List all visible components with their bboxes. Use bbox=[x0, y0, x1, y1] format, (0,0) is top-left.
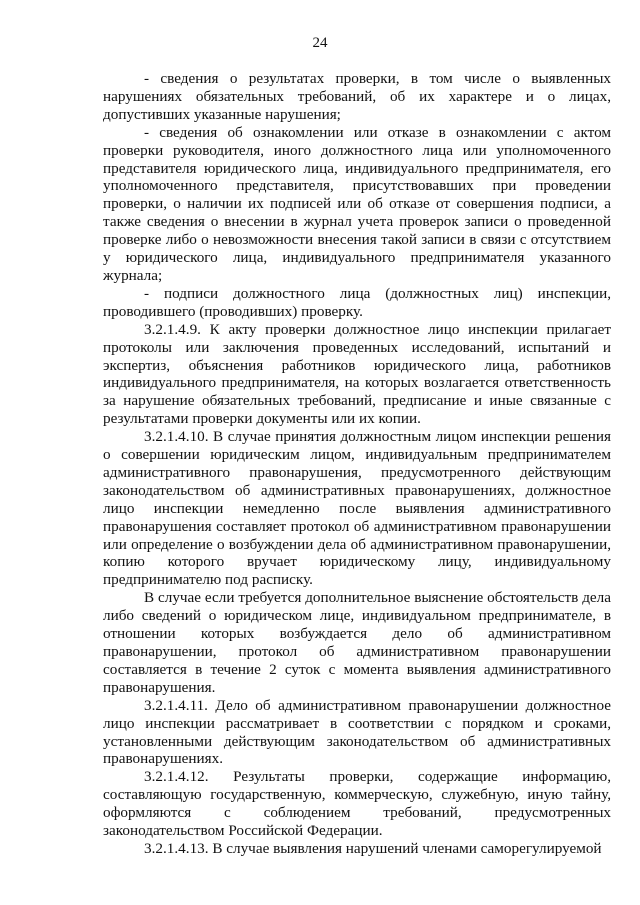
paragraph-3-2-1-4-10: 3.2.1.4.10. В случае принятия должностным лицом инспекции решения о совершении юридическим лицом, индивидуальным предпринимателем административного правонарушения, предусмотренного действующим законодательством об административных правонарушениях, должностное лицо инспекции немедленно после выявления административного правонарушения составляет протокол об административном правонарушении или определение о возбуждении дела об административном правонарушении, копию которого вручает юридическому лицу, индивидуальному предпринимателю под расписку. bbox=[103, 428, 611, 589]
list-item-acquaintance-info: - сведения об ознакомлении или отказе в ознакомлении с актом проверки руководителя, иного должностного лица или уполномоченного представителя юридического лица, индивидуального предпринимателя, его уполномоченного представителя, присутствовавших при проведении проверки, о наличии их подписей или об отказе от совершения подписи, а также сведения о внесении в журнал учета проверок записи о проведенной проверке либо о невозможности внесения такой записи в связи с отсутствием у юридического лица, индивидуального предпринимателя указанного журнала; bbox=[103, 123, 611, 284]
paragraph-3-2-1-4-13: 3.2.1.4.13. В случае выявления нарушений членами саморегулируемой bbox=[144, 839, 602, 857]
page-number: 24 bbox=[312, 35, 328, 51]
document-body bbox=[103, 70, 611, 858]
list-item-inspection-results: - сведения о результатах проверки, в том числе о выявленных нарушениях обязательных требований, об их характере и о лицах, допустивших указанные нарушения; bbox=[103, 70, 611, 123]
paragraph-3-2-1-4-9: 3.2.1.4.9. К акту проверки должностное лицо инспекции прилагает протоколы или заключения проведенных исследований, испытаний и экспертиз, объяснения работников юридического лица, работников индивидуального предпринимателя, на которых возлагается ответственность за нарушение обязательных требований, предписание и иные связанные с результатами проверки документы или их копии. bbox=[103, 320, 611, 428]
paragraph-additional-clarification: В случае если требуется дополнительное выяснение обстоятельств дела либо сведений о юридическом лице, индивидуальном предпринимателе, в отношении которых возбуждается дело об административном правонарушении, протокол об административном правонарушении составляется в течение 2 суток с момента выявления административного правонарушения. bbox=[103, 589, 611, 696]
paragraph-3-2-1-4-12: 3.2.1.4.12. Результаты проверки, содержащие информацию, составляющую государственную, коммерческую, служебную, иную тайну, оформляются с соблюдением требований, предусмотренных законодательством Российской Федерации. bbox=[103, 768, 611, 840]
paragraph-3-2-1-4-11: 3.2.1.4.11. Дело об административном правонарушении должностное лицо инспекции рассматривает в соответствии с порядком и сроками, установленными действующим законодательством об административных правонарушениях. bbox=[103, 696, 611, 768]
list-item-signatures: - подписи должностного лица (должностных лиц) инспекции, проводившего (проводивших) проверку. bbox=[103, 284, 611, 320]
